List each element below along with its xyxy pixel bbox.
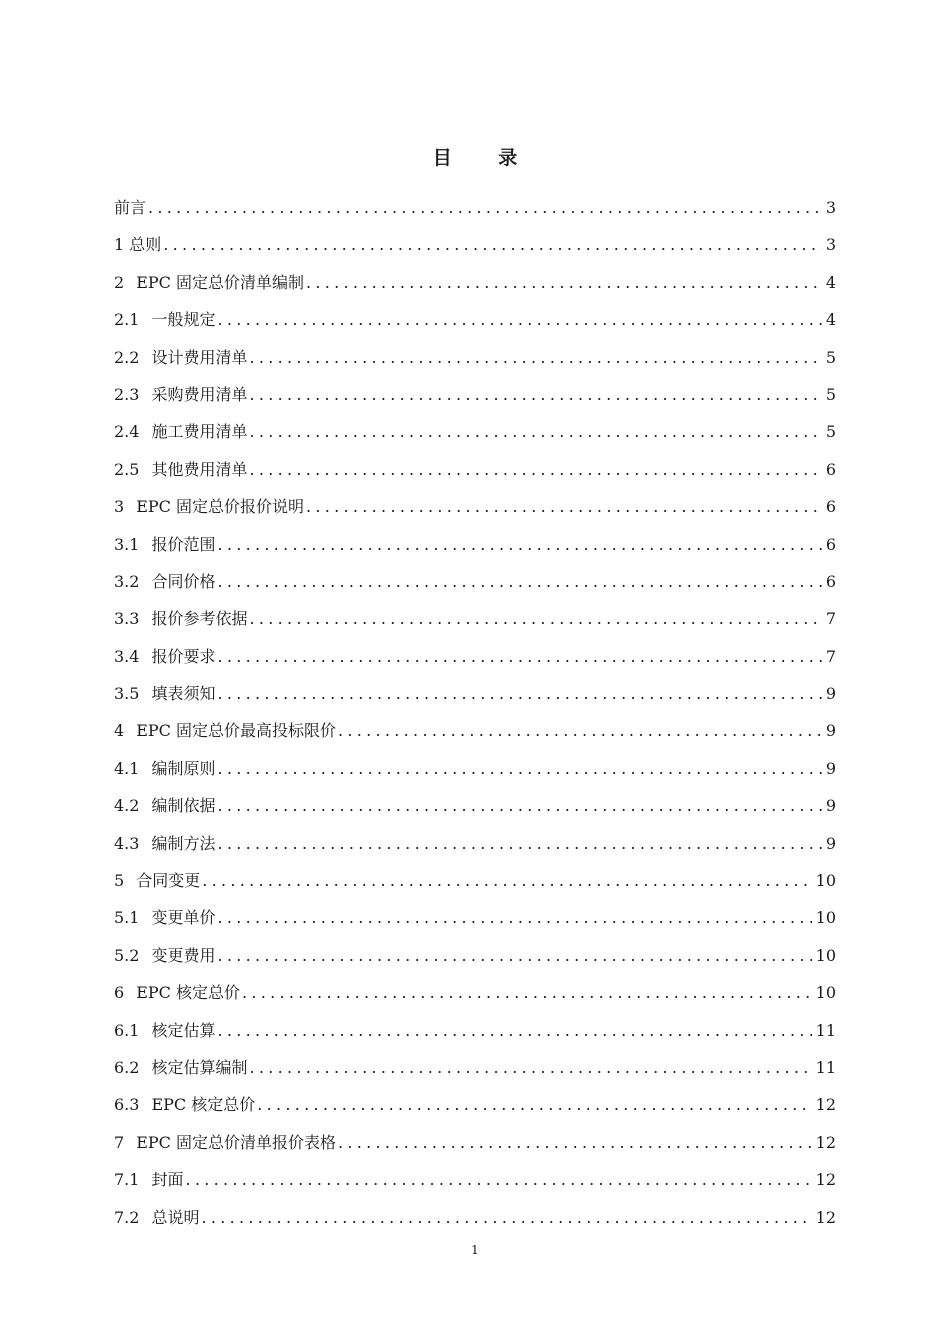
toc-entry[interactable] — [114, 680, 836, 717]
toc-entry[interactable] — [114, 942, 836, 979]
toc-entry-page: 6 — [825, 497, 836, 517]
toc-entry-label — [114, 418, 247, 446]
toc-entry-text: 一般规定 — [151, 310, 216, 330]
toc-entry-number: 2.1 — [114, 310, 140, 330]
toc-entry-page: 9 — [825, 721, 836, 741]
toc-entry-number: 4.3 — [114, 833, 140, 853]
toc-entry-label — [114, 194, 146, 222]
toc-entry-number: 7.1 — [114, 1170, 140, 1190]
toc-entry-text: 编制原则 — [151, 758, 216, 778]
toc-entry-page: 12 — [815, 1170, 836, 1190]
toc-entry[interactable] — [114, 269, 836, 306]
toc-entry[interactable] — [114, 194, 836, 231]
toc-entry-number: 3.4 — [114, 646, 140, 666]
toc-dot-leader — [217, 306, 821, 334]
toc-dot-leader — [249, 1054, 811, 1082]
toc-entry[interactable] — [114, 792, 836, 829]
toc-entry-page: 10 — [815, 871, 836, 891]
toc-dot-leader — [306, 493, 822, 521]
toc-entry-label — [114, 1054, 247, 1082]
toc-dot-leader — [217, 830, 821, 858]
toc-entry-text: 合同价格 — [151, 571, 216, 591]
toc-dot-leader — [217, 643, 821, 671]
toc-entry-number: 2.3 — [114, 384, 140, 404]
toc-dot-leader — [163, 231, 822, 259]
toc-entry-number: 2.4 — [114, 422, 140, 442]
toc-dot-leader — [249, 418, 821, 446]
toc-entry-page: 3 — [825, 235, 836, 255]
toc-entry[interactable] — [114, 568, 836, 605]
toc-entry-text: 总说明 — [151, 1207, 200, 1227]
toc-entry-number: 6 — [114, 983, 125, 1003]
toc-entry[interactable] — [114, 755, 836, 792]
toc-dot-leader — [217, 755, 821, 783]
toc-entry-page: 9 — [825, 758, 836, 778]
toc-entry[interactable] — [114, 231, 836, 268]
toc-entry[interactable] — [114, 1204, 836, 1241]
toc-entry-label — [114, 605, 247, 633]
toc-dot-leader — [217, 568, 821, 596]
toc-entry-number: 7 — [114, 1132, 125, 1152]
toc-entry-number: 6.2 — [114, 1057, 140, 1077]
toc-entry-label — [114, 269, 304, 297]
toc-entry-text: 设计费用清单 — [151, 347, 248, 367]
toc-entry-page: 7 — [825, 609, 836, 629]
toc-entry[interactable] — [114, 717, 836, 754]
toc-dot-leader — [249, 456, 821, 484]
toc-entry-text: 核定估算 — [151, 1020, 216, 1040]
toc-entry-text: 编制方法 — [151, 833, 216, 853]
toc-entry-number: 2.5 — [114, 459, 140, 479]
toc-entry-number: 2.2 — [114, 347, 140, 367]
toc-entry-text: 编制依据 — [151, 796, 216, 816]
toc-entry-text: EPC 固定总价清单报价表格 — [136, 1132, 336, 1152]
toc-entry[interactable] — [114, 830, 836, 867]
toc-entry-text: 前言 — [114, 198, 147, 217]
toc-entry-page: 9 — [825, 796, 836, 816]
toc-entry-number: 3.3 — [114, 609, 140, 629]
toc-entry[interactable] — [114, 381, 836, 418]
toc-entry[interactable] — [114, 418, 836, 455]
toc-entry-text: 封面 — [151, 1170, 184, 1190]
toc-entry-label — [114, 680, 215, 708]
toc-entry-text: EPC 固定总价清单编制 — [136, 272, 304, 292]
toc-entry-text: 施工费用清单 — [151, 422, 248, 442]
toc-dot-leader — [217, 792, 821, 820]
toc-entry-page: 10 — [815, 983, 836, 1003]
toc-dot-leader — [217, 942, 811, 970]
toc-entry-page: 3 — [825, 198, 836, 217]
toc-entry-page: 12 — [815, 1095, 836, 1115]
toc-entry[interactable] — [114, 904, 836, 941]
toc-entry-text: 核定估算编制 — [151, 1057, 248, 1077]
page-number: 1 — [471, 1243, 479, 1257]
toc-dot-leader — [338, 1129, 812, 1157]
toc-entry-page: 11 — [815, 1020, 836, 1040]
toc-dot-leader — [217, 904, 811, 932]
toc-dot-leader — [148, 194, 822, 222]
toc-dot-leader — [242, 979, 812, 1007]
toc-entry-label — [114, 717, 336, 745]
toc-entry-page: 9 — [825, 833, 836, 853]
toc-entry-page: 10 — [815, 945, 836, 965]
toc-entry-number: 5 — [114, 871, 125, 891]
toc-entry-page: 11 — [815, 1057, 836, 1077]
toc-entry-number: 5.1 — [114, 908, 140, 928]
toc-entry-number: 3.1 — [114, 534, 140, 554]
toc-entry[interactable] — [114, 1166, 836, 1203]
toc-entry-page: 12 — [815, 1132, 836, 1152]
toc-entry-text: EPC 固定总价最高投标限价 — [136, 721, 336, 741]
toc-entry-text: 采购费用清单 — [151, 384, 248, 404]
toc-entry[interactable] — [114, 531, 836, 568]
toc-entry-label — [114, 979, 240, 1007]
toc-dot-leader — [249, 605, 821, 633]
toc-entry-text: 变更费用 — [151, 945, 216, 965]
toc-entry-text: 1 总则 — [114, 235, 162, 255]
toc-entry-page: 4 — [825, 272, 836, 292]
toc-entry-page: 7 — [825, 646, 836, 666]
toc-entry-text: 变更单价 — [151, 908, 216, 928]
toc-entry-page: 5 — [825, 384, 836, 404]
toc-entry-text: 其他费用清单 — [151, 459, 248, 479]
toc-entry-page: 6 — [825, 571, 836, 591]
toc-dot-leader — [257, 1091, 811, 1119]
toc-entry-number: 2 — [114, 272, 125, 292]
toc-entry-number: 6.3 — [114, 1095, 140, 1115]
toc-dot-leader — [217, 1017, 811, 1045]
toc-entry[interactable] — [114, 1017, 836, 1054]
toc-entry-number: 3 — [114, 497, 125, 517]
toc-dot-leader — [217, 680, 821, 708]
toc-entry-label — [114, 1017, 215, 1045]
toc-entry-label — [114, 1091, 255, 1119]
toc-entry-label — [114, 493, 304, 521]
toc-entry-number: 5.2 — [114, 945, 140, 965]
toc-entry-page: 5 — [825, 422, 836, 442]
toc-entry-page: 9 — [825, 684, 836, 704]
toc-entry-label — [114, 1129, 336, 1157]
toc-entry-page: 10 — [815, 908, 836, 928]
toc-dot-leader — [217, 531, 821, 559]
toc-entry-text: EPC 核定总价 — [151, 1095, 256, 1115]
toc-entry-label — [114, 755, 215, 783]
toc-entry-label — [114, 231, 161, 259]
toc-dot-leader — [201, 1204, 811, 1232]
toc-entry-page: 4 — [825, 310, 836, 330]
toc-entry-label — [114, 1204, 199, 1232]
toc-entry-number: 4.2 — [114, 796, 140, 816]
toc-entry[interactable] — [114, 605, 836, 642]
toc-entry[interactable] — [114, 867, 836, 904]
toc-entry[interactable] — [114, 1091, 836, 1128]
toc-entry-number: 3.5 — [114, 684, 140, 704]
toc-entry-label — [114, 306, 215, 334]
toc-entry-text: 填表须知 — [151, 684, 216, 704]
toc-entry-text: 报价范围 — [151, 534, 216, 554]
toc-entry-label — [114, 830, 215, 858]
toc-entry-label — [114, 568, 215, 596]
toc-dot-leader — [249, 344, 821, 372]
toc-entry-label — [114, 381, 247, 409]
toc-entry-label — [114, 942, 215, 970]
toc-entry-number: 4.1 — [114, 758, 140, 778]
toc-dot-leader — [202, 867, 811, 895]
toc-entry-number: 4 — [114, 721, 125, 741]
toc-entry-text: EPC 核定总价 — [136, 983, 240, 1003]
toc-title: 目 录 — [432, 147, 538, 169]
toc-dot-leader — [306, 269, 822, 297]
toc-entry-page: 5 — [825, 347, 836, 367]
toc-entry[interactable] — [114, 1054, 836, 1091]
toc-entry-number: 3.2 — [114, 571, 140, 591]
toc-entry-number: 6.1 — [114, 1020, 140, 1040]
toc-entry[interactable] — [114, 456, 836, 493]
toc-entry-label — [114, 643, 215, 671]
toc-entry-label — [114, 456, 247, 484]
toc-dot-leader — [185, 1166, 811, 1194]
toc-entry-page: 6 — [825, 534, 836, 554]
toc-list — [114, 194, 836, 1241]
toc-dot-leader — [249, 381, 821, 409]
toc-entry-text: EPC 固定总价报价说明 — [136, 497, 304, 517]
toc-entry[interactable] — [114, 643, 836, 680]
toc-entry-number: 7.2 — [114, 1207, 140, 1227]
toc-entry-label — [114, 792, 215, 820]
toc-entry-label — [114, 531, 215, 559]
toc-entry-label — [114, 904, 215, 932]
toc-entry-text: 报价参考依据 — [151, 609, 248, 629]
toc-entry-label — [114, 344, 247, 372]
toc-entry[interactable] — [114, 493, 836, 530]
toc-entry[interactable] — [114, 306, 836, 343]
toc-entry-label — [114, 1166, 183, 1194]
toc-entry[interactable] — [114, 344, 836, 381]
toc-entry-page: 12 — [815, 1207, 836, 1227]
toc-entry-label — [114, 867, 200, 895]
toc-entry[interactable] — [114, 979, 836, 1016]
toc-entry-text: 报价要求 — [151, 646, 216, 666]
toc-entry-text: 合同变更 — [136, 871, 201, 891]
toc-entry[interactable] — [114, 1129, 836, 1166]
toc-dot-leader — [338, 717, 822, 745]
toc-entry-page: 6 — [825, 459, 836, 479]
